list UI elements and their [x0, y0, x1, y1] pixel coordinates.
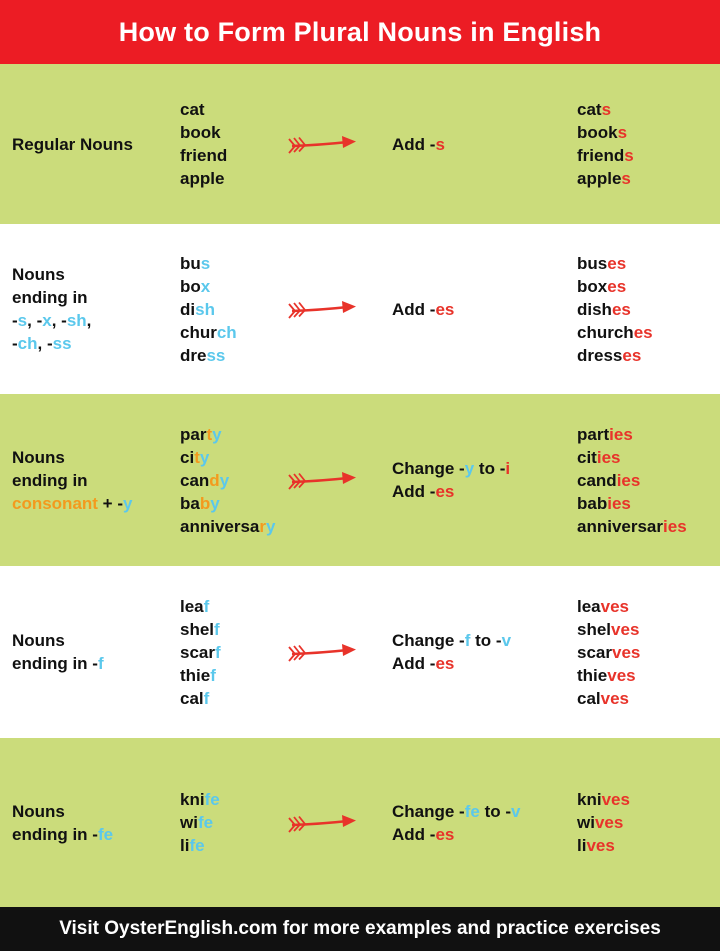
text-segment: y	[266, 517, 276, 536]
plural-examples-line	[577, 121, 634, 144]
text-segment: es	[435, 482, 455, 501]
text-segment: bu	[180, 254, 201, 273]
singular-examples-line	[180, 788, 220, 811]
text-segment: book	[180, 123, 221, 142]
plural-rule-line	[392, 457, 510, 480]
text-segment: es	[435, 300, 455, 319]
noun-category-line	[12, 800, 113, 823]
arrow-icon	[286, 642, 358, 662]
singular-examples-line	[180, 98, 227, 121]
singular-examples-line	[180, 321, 237, 344]
text-segment: scar	[577, 643, 612, 662]
text-segment: s	[621, 169, 631, 188]
rule-row	[0, 224, 720, 394]
text-segment: fe	[204, 790, 220, 809]
plural-examples-line	[577, 595, 640, 618]
text-segment: wi	[577, 813, 595, 832]
text-segment: es	[633, 323, 653, 342]
text-segment: wi	[180, 813, 198, 832]
noun-category-line	[12, 133, 133, 156]
text-segment: to -	[479, 802, 512, 821]
plural-examples-line	[577, 298, 653, 321]
singular-examples-line	[180, 687, 221, 710]
singular-examples	[180, 788, 220, 857]
text-segment: ss	[52, 334, 72, 353]
text-segment: es	[601, 448, 621, 467]
text-segment: lea	[180, 597, 204, 616]
text-segment: ch	[216, 323, 237, 342]
text-segment: cat	[577, 100, 602, 119]
text-segment: s	[601, 100, 612, 119]
text-segment: ves	[600, 597, 630, 616]
text-segment: r	[259, 517, 267, 536]
noun-category-line	[12, 332, 91, 355]
text-segment: , -	[27, 311, 43, 330]
text-segment: -	[12, 334, 18, 353]
plural-rule-line	[392, 480, 510, 503]
plural-rule-line	[392, 629, 511, 652]
plural-rule	[392, 800, 520, 846]
text-segment: fe	[97, 825, 114, 844]
text-segment: s	[617, 123, 628, 142]
plural-examples-line	[577, 167, 634, 190]
text-segment: bab	[577, 494, 608, 513]
text-segment: li	[180, 836, 190, 855]
plural-examples-line	[577, 515, 687, 538]
text-segment: ves	[594, 813, 624, 832]
text-segment: ves	[611, 620, 640, 639]
noun-category-line	[12, 629, 104, 652]
plural-examples-line	[577, 811, 630, 834]
plural-rule-line	[392, 800, 520, 823]
text-segment: dre	[180, 346, 207, 365]
singular-examples-line	[180, 275, 237, 298]
arrow-icon	[286, 470, 358, 490]
text-segment: church	[577, 323, 634, 342]
text-segment: y	[123, 494, 133, 513]
text-segment: i	[505, 459, 511, 478]
text-segment: x	[200, 277, 211, 296]
text-segment: cit	[577, 448, 597, 467]
text-segment: , -	[51, 311, 67, 330]
plural-examples-line	[577, 664, 640, 687]
text-segment: li	[577, 836, 587, 855]
text-segment: Change -	[392, 802, 465, 821]
text-segment: y	[212, 425, 222, 444]
noun-category	[12, 263, 91, 355]
plural-examples	[577, 788, 630, 857]
text-segment: ba	[180, 494, 200, 513]
singular-examples-line	[180, 811, 220, 834]
text-segment: Nouns	[12, 631, 65, 650]
plural-examples-line	[577, 618, 640, 641]
text-segment: to -	[470, 631, 502, 650]
text-segment: fe	[189, 836, 205, 855]
text-segment: i	[663, 517, 668, 536]
text-segment: ci	[180, 448, 195, 467]
text-segment: ves	[601, 790, 630, 809]
singular-examples-line	[180, 618, 221, 641]
text-segment: s	[624, 146, 634, 165]
noun-category-line	[12, 469, 132, 492]
plural-rule-line	[392, 652, 511, 675]
text-segment: kni	[180, 790, 205, 809]
noun-category-line	[12, 309, 91, 332]
text-segment: es	[611, 494, 631, 513]
text-segment: cal	[577, 689, 601, 708]
text-segment: b	[199, 494, 211, 513]
text-segment: Add -	[392, 482, 436, 501]
text-segment: Add -	[392, 825, 436, 844]
text-segment: s	[200, 254, 211, 273]
singular-examples-line	[180, 298, 237, 321]
plural-examples-line	[577, 469, 687, 492]
page-title: How to Form Plural Nouns in English	[0, 0, 720, 64]
text-segment: f	[214, 620, 220, 639]
arrow-icon	[286, 134, 358, 154]
singular-examples-line	[180, 492, 275, 515]
singular-examples	[180, 423, 275, 538]
singular-examples-line	[180, 595, 221, 618]
text-segment: can	[180, 471, 210, 490]
plural-rule	[392, 629, 511, 675]
noun-category-line	[12, 652, 104, 675]
text-segment: to -	[474, 459, 506, 478]
plural-examples-line	[577, 98, 634, 121]
text-segment: , -	[37, 334, 53, 353]
text-segment: es	[607, 254, 627, 273]
plural-examples-line	[577, 687, 640, 710]
text-segment: par	[180, 425, 207, 444]
plural-examples-line	[577, 252, 653, 275]
plural-examples-line	[577, 423, 687, 446]
plural-examples-line	[577, 275, 653, 298]
singular-examples-line	[180, 469, 275, 492]
noun-category	[12, 133, 133, 156]
text-segment: apple	[577, 169, 622, 188]
plural-rule	[392, 298, 454, 321]
text-segment: ending in -	[12, 825, 98, 844]
plural-examples-line	[577, 788, 630, 811]
text-segment: y	[199, 448, 210, 467]
text-segment: es	[435, 825, 455, 844]
text-segment: Nouns	[12, 265, 65, 284]
text-segment: f	[210, 666, 216, 685]
text-segment: thie	[180, 666, 211, 685]
text-segment: -	[12, 311, 18, 330]
rule-row	[0, 64, 720, 224]
text-segment: ves	[607, 666, 636, 685]
text-segment: f	[203, 689, 210, 708]
text-segment: v	[511, 802, 521, 821]
text-segment: dish	[577, 300, 612, 319]
text-segment: f	[203, 597, 210, 616]
text-segment: box	[577, 277, 608, 296]
noun-category	[12, 629, 104, 675]
text-segment: ending in -	[12, 654, 98, 673]
singular-examples	[180, 595, 221, 710]
text-segment: Change -	[392, 459, 465, 478]
text-segment: apple	[180, 169, 225, 188]
text-segment: es	[611, 300, 631, 319]
text-segment: es	[622, 346, 642, 365]
plural-rule-line	[392, 823, 520, 846]
text-segment: ch	[17, 334, 38, 353]
text-segment: s	[17, 311, 28, 330]
singular-examples-line	[180, 423, 275, 446]
text-segment: y	[210, 494, 220, 513]
rule-row	[0, 566, 720, 738]
plural-examples-line	[577, 144, 634, 167]
text-segment: i	[616, 471, 622, 490]
plural-rule	[392, 457, 510, 503]
plural-examples-line	[577, 344, 653, 367]
plural-examples-line	[577, 641, 640, 664]
text-segment: part	[577, 425, 610, 444]
text-segment: fe	[197, 813, 214, 832]
text-segment: Change -	[392, 631, 465, 650]
text-segment: s	[435, 135, 445, 154]
text-segment: v	[501, 631, 512, 650]
text-segment: di	[180, 300, 196, 319]
singular-examples-line	[180, 167, 227, 190]
singular-examples	[180, 98, 227, 190]
text-segment: x	[42, 311, 52, 330]
text-segment: Nouns	[12, 448, 65, 467]
plural-examples	[577, 423, 687, 538]
noun-category-line	[12, 492, 132, 515]
arrow-icon	[286, 299, 358, 319]
singular-examples-line	[180, 641, 221, 664]
text-segment: fe	[464, 802, 480, 821]
plural-examples-line	[577, 834, 630, 857]
text-segment: es	[607, 277, 627, 296]
noun-category-line	[12, 286, 91, 309]
text-segment: chur	[180, 323, 217, 342]
text-segment: f	[214, 643, 221, 662]
footer-banner: Visit OysterEnglish.com for more examples and practice exercises	[0, 907, 720, 951]
rule-row	[0, 738, 720, 907]
singular-examples-line	[180, 515, 275, 538]
text-segment: i	[609, 425, 614, 444]
text-segment: thie	[577, 666, 608, 685]
text-segment: dress	[577, 346, 623, 365]
text-segment: es	[667, 517, 687, 536]
singular-examples-line	[180, 344, 237, 367]
rule-row	[0, 394, 720, 566]
singular-examples-line	[180, 252, 237, 275]
text-segment: d	[209, 471, 220, 490]
text-segment: ves	[600, 689, 630, 708]
text-segment: friend	[180, 146, 228, 165]
text-segment: t	[206, 425, 213, 444]
text-segment: f	[464, 631, 471, 650]
text-segment: scar	[180, 643, 215, 662]
text-segment: bo	[180, 277, 201, 296]
text-segment: ss	[206, 346, 226, 365]
noun-category-line	[12, 446, 132, 469]
text-segment: Add -	[392, 135, 436, 154]
text-segment: Add -	[392, 300, 436, 319]
text-segment: ending in	[12, 288, 88, 307]
plural-examples	[577, 595, 640, 710]
text-segment: i	[607, 494, 612, 513]
text-segment: Regular Nouns	[12, 135, 133, 154]
text-segment: Nouns	[12, 802, 65, 821]
text-segment: i	[596, 448, 602, 467]
singular-examples-line	[180, 834, 220, 857]
plural-examples-line	[577, 321, 653, 344]
text-segment: cat	[180, 100, 205, 119]
plural-rule-line	[392, 133, 445, 156]
text-segment: kni	[577, 790, 602, 809]
text-segment: cand	[577, 471, 617, 490]
singular-examples	[180, 252, 237, 367]
text-segment: sh	[195, 300, 215, 319]
plural-examples-line	[577, 492, 687, 515]
text-segment: consonant	[12, 494, 98, 513]
plural-rule	[392, 133, 445, 156]
noun-category-line	[12, 263, 91, 286]
text-segment: friend	[577, 146, 625, 165]
text-segment: y	[464, 459, 475, 478]
text-segment: + -	[97, 494, 123, 513]
plural-rule-line	[392, 298, 454, 321]
singular-examples-line	[180, 664, 221, 687]
singular-examples-line	[180, 446, 275, 469]
arrow-icon	[286, 813, 358, 833]
text-segment: Add -	[392, 654, 436, 673]
text-segment: bus	[577, 254, 608, 273]
text-segment: ,	[86, 311, 92, 330]
text-segment: anniversar	[577, 517, 663, 536]
text-segment: f	[97, 654, 104, 673]
text-segment: shel	[180, 620, 215, 639]
text-segment: shel	[577, 620, 612, 639]
text-segment: lea	[577, 597, 601, 616]
text-segment: cal	[180, 689, 204, 708]
noun-category-line	[12, 823, 113, 846]
text-segment: y	[219, 471, 230, 490]
plural-examples	[577, 252, 653, 367]
text-segment: es	[435, 654, 455, 673]
plural-examples	[577, 98, 634, 190]
text-segment: es	[613, 425, 633, 444]
singular-examples-line	[180, 121, 227, 144]
noun-category	[12, 800, 113, 846]
singular-examples-line	[180, 144, 227, 167]
plural-examples-line	[577, 446, 687, 469]
text-segment: sh	[66, 311, 87, 330]
text-segment: ves	[611, 643, 641, 662]
text-segment: t	[194, 448, 200, 467]
text-segment: anniversa	[180, 517, 260, 536]
noun-category	[12, 446, 132, 515]
text-segment: ves	[586, 836, 615, 855]
text-segment: book	[577, 123, 618, 142]
text-segment: ending in	[12, 471, 88, 490]
text-segment: es	[621, 471, 641, 490]
